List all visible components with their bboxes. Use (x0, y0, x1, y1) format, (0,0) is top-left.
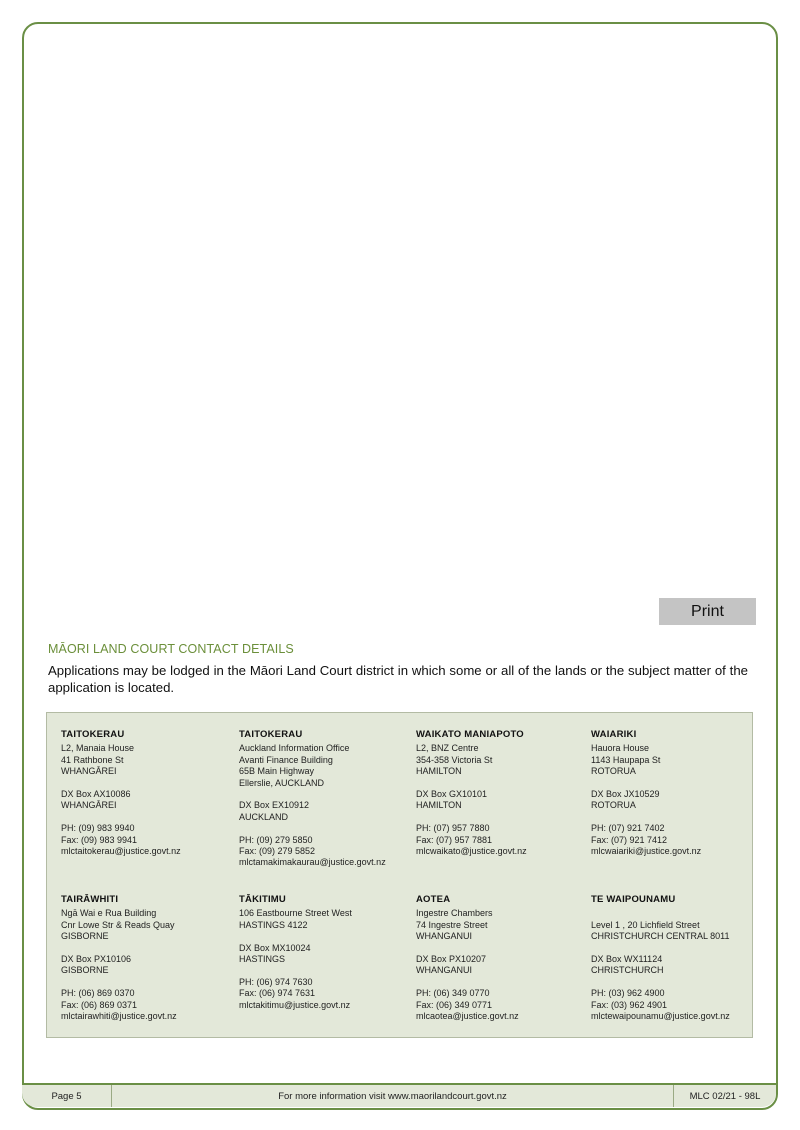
office-address-line: Auckland Information Office (239, 743, 350, 754)
office-fax: Fax: (03) 962 4901 (591, 999, 668, 1010)
office-address-line: 41 Rathbone St (61, 754, 124, 765)
office-fax: Fax: (09) 983 9941 (61, 834, 138, 845)
office-address-line: ROTORUA (591, 766, 636, 777)
office-name: TAIRĀWHITI (61, 894, 119, 905)
spacer (591, 778, 761, 789)
office-email[interactable]: mlcaotea@justice.govt.nz (416, 1011, 519, 1022)
page-footer (22, 1083, 776, 1107)
office-address-line: Avanti Finance Building (239, 754, 333, 765)
spacer (416, 977, 586, 988)
office-dx-line: HASTINGS (239, 954, 286, 965)
office-phone: PH: (06) 869 0370 (61, 988, 135, 999)
spacer (591, 977, 761, 988)
print-button[interactable]: Print (659, 598, 756, 625)
office-dx-line: AUCKLAND (239, 811, 289, 822)
office-address-line: WHANGĀREI (61, 766, 117, 777)
office-dx-line: DX Box WX11124 (591, 954, 663, 964)
office-address-line: Ngā Wai e Rua Building (61, 908, 157, 919)
office-phone: PH: (07) 957 7880 (416, 823, 490, 834)
office-address-line: 106 Eastbourne Street West (239, 908, 352, 919)
contact-details-box (46, 712, 753, 1038)
office-address-line: L2, BNZ Centre (416, 743, 479, 754)
office-dx-line: DX Box EX10912 (239, 800, 310, 811)
office-address-line: Ingestre Chambers (416, 908, 493, 919)
spacer (591, 943, 761, 954)
office-fax: Fax: (06) 974 7631 (239, 988, 316, 999)
office-dx-line: DX Box AX10086 (61, 789, 131, 800)
office-name: TAITOKERAU (239, 729, 303, 740)
office-address-line (591, 908, 761, 919)
office-dx-line: CHRISTCHURCH (591, 965, 664, 976)
office-address-line: 1143 Haupapa St (591, 754, 661, 765)
spacer (239, 789, 409, 800)
office-fax: Fax: (07) 921 7412 (591, 834, 668, 845)
office-dx-line: DX Box JX10529 (591, 789, 660, 800)
office-address-line: Ellerslie, AUCKLAND (239, 777, 325, 788)
spacer (591, 812, 761, 823)
office-card (416, 729, 586, 857)
office-email[interactable]: mlctairawhiti@justice.govt.nz (61, 1011, 177, 1022)
office-fax: Fax: (07) 957 7881 (416, 834, 493, 845)
office-name: AOTEA (416, 894, 451, 905)
office-name: TĀKITIMU (239, 894, 286, 905)
office-dx-line: WHANGANUI (416, 965, 472, 976)
office-address-line: CHRISTCHURCH CENTRAL 8011 (591, 931, 730, 942)
spacer (239, 965, 409, 976)
office-phone: PH: (03) 962 4900 (591, 988, 665, 999)
office-fax: Fax: (09) 279 5852 (239, 846, 316, 857)
office-name: TE WAIPOUNAMU (591, 894, 676, 905)
office-address-line: Hauora House (591, 743, 650, 754)
office-card (239, 894, 409, 1011)
office-phone: PH: (06) 974 7630 (239, 976, 313, 987)
office-address-line: 354-358 Victoria St (416, 754, 493, 765)
office-card (591, 729, 761, 857)
office-name: WAIKATO MANIAPOTO (416, 729, 524, 740)
office-card (591, 894, 761, 1022)
office-address-line: HAMILTON (416, 766, 462, 777)
spacer (61, 812, 231, 823)
office-address-line: 74 Ingestre Street (416, 919, 488, 930)
spacer (61, 943, 231, 954)
office-email[interactable]: mlctakitimu@justice.govt.nz (239, 999, 351, 1010)
footer-form-code: MLC 02/21 - 98L (689, 1090, 761, 1102)
office-card (61, 894, 231, 1022)
office-address-line: Cnr Lowe Str & Reads Quay (61, 919, 175, 930)
office-dx-line: DX Box MX10024 (239, 942, 311, 953)
office-address-line: L2, Manaia House (61, 743, 135, 754)
office-email[interactable]: mlctaitokerau@justice.govt.nz (61, 846, 181, 857)
office-address-line (239, 931, 409, 942)
office-fax: Fax: (06) 869 0371 (61, 999, 138, 1010)
office-dx-line: GISBORNE (61, 965, 109, 976)
office-phone: PH: (07) 921 7402 (591, 823, 665, 834)
spacer (416, 812, 586, 823)
office-address-line: HASTINGS 4122 (239, 919, 308, 930)
office-name: TAITOKERAU (61, 729, 125, 740)
office-card (416, 894, 586, 1022)
office-fax: Fax: (06) 349 0771 (416, 999, 493, 1010)
office-address-line: 65B Main Highway (239, 766, 315, 777)
spacer (416, 943, 586, 954)
office-email[interactable]: mlcwaiariki@justice.govt.nz (591, 846, 702, 857)
office-address-line: GISBORNE (61, 931, 109, 942)
spacer (239, 823, 409, 834)
office-dx-line: ROTORUA (591, 800, 636, 811)
office-email[interactable]: mlctewaipounamu@justice.govt.nz (591, 1011, 730, 1022)
office-dx-line: WHANGĀREI (61, 800, 117, 811)
office-card (239, 729, 409, 869)
office-dx-line: DX Box PX10106 (61, 954, 132, 965)
spacer (416, 778, 586, 789)
office-address-line: Level 1 , 20 Lichfield Street (591, 919, 700, 930)
office-address-line: WHANGANUI (416, 931, 472, 942)
office-email[interactable]: mlctamakimakaurau@justice.govt.nz (239, 857, 386, 868)
office-phone: PH: (09) 983 9940 (61, 823, 135, 834)
footer-page-number: Page 5 (22, 1085, 112, 1107)
spacer (61, 778, 231, 789)
section-heading: MĀORI LAND COURT CONTACT DETAILS (48, 642, 294, 656)
office-dx-line: DX Box PX10207 (416, 954, 487, 965)
office-phone: PH: (06) 349 0770 (416, 988, 490, 999)
office-dx-line: DX Box GX10101 (416, 789, 488, 800)
office-dx-line: HAMILTON (416, 800, 462, 811)
office-phone: PH: (09) 279 5850 (239, 834, 313, 845)
office-card (61, 729, 231, 857)
intro-text: Applications may be lodged in the Māori Land Court district in which some or all of the lands or the subject matter of the application is located. (48, 663, 748, 695)
footer-info-link: For more information visit www.maorilandcourt.govt.nz (112, 1085, 674, 1107)
office-email[interactable]: mlcwaikato@justice.govt.nz (416, 846, 527, 857)
office-name: WAIARIKI (591, 729, 637, 740)
spacer (61, 977, 231, 988)
